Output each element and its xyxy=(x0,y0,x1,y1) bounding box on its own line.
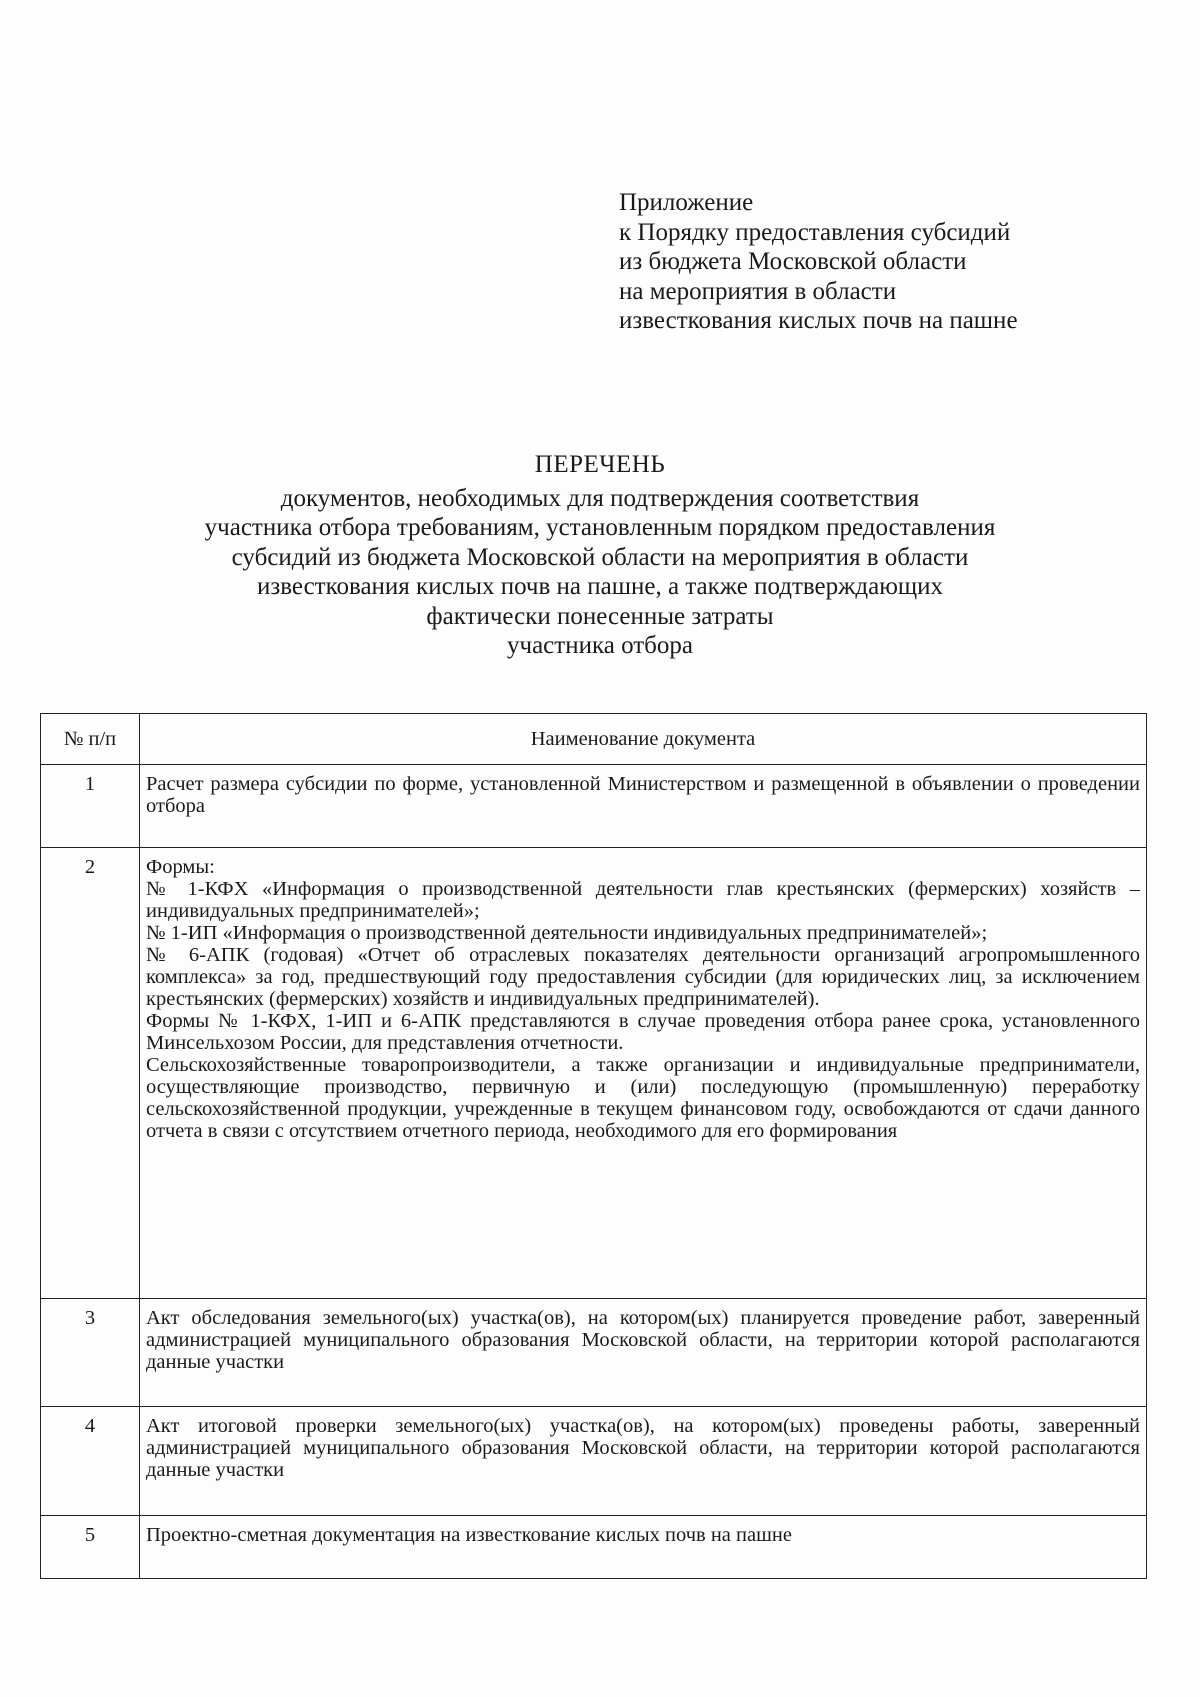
row-number: 2 xyxy=(41,848,140,1299)
table-row xyxy=(41,848,1147,1299)
row-description xyxy=(140,1299,1147,1407)
table-row xyxy=(41,1516,1147,1579)
subtitle-line: участника отбора xyxy=(507,632,693,659)
document-heading xyxy=(100,450,1100,661)
row-number: 5 xyxy=(41,1516,140,1579)
annex-line: на мероприятия в области xyxy=(619,277,897,305)
subtitle-line: участника отбора требованиям, установленным порядком предоставления xyxy=(204,514,996,541)
annex-line: к Порядку предоставления субсидий xyxy=(619,218,1011,246)
annex-line: Приложение xyxy=(619,189,754,216)
table-row xyxy=(41,1407,1147,1516)
document-title: ПЕРЕЧЕНЬ xyxy=(534,451,666,478)
description-paragraph: Акт обследования земельного(ых) участка(ов), на котором(ых) планируется проведение работ, заверенный администрацией муниципального образования Московской области, на территории которой располагаются данные участки xyxy=(146,1307,1140,1373)
table-header-row xyxy=(41,714,1147,765)
document-subtitle xyxy=(100,484,1100,661)
row-number: 1 xyxy=(41,765,140,848)
table-row xyxy=(41,1299,1147,1407)
row-description xyxy=(140,1407,1147,1516)
documents-table xyxy=(40,713,1147,1579)
description-paragraph: № 6-АПК (годовая) «Отчет об отраслевых показателях деятельности организаций агропромышленного комплекса» за год, предшествующий году предоставления субсидии (для юридических лиц, за исключением крестьянских (фермерских) хозяйств и индивидуальных предпринимателей). xyxy=(146,944,1140,1010)
header-number: № п/п xyxy=(41,714,140,765)
row-number: 4 xyxy=(41,1407,140,1516)
row-description xyxy=(140,848,1147,1299)
description-paragraph: № 1-КФХ «Информация о производственной деятельности глав крестьянских (фермерских) хозяйств – индивидуальных предпринимателей»; xyxy=(146,878,1140,922)
description-paragraph: Проектно-сметная документация на известкование кислых почв на пашне xyxy=(146,1524,792,1546)
description-paragraph: Формы: xyxy=(146,856,215,878)
subtitle-line: известкования кислых почв на пашне, а также подтверждающих xyxy=(256,573,944,600)
table-row xyxy=(41,765,1147,848)
description-paragraph: Формы № 1-КФХ, 1-ИП и 6-АПК представляются в случае проведения отбора ранее срока, установленного Минсельхозом России, для представления отчетности. xyxy=(146,1010,1140,1054)
header-document-name: Наименование документа xyxy=(140,714,1147,765)
description-paragraph: № 1-ИП «Информация о производственной деятельности индивидуальных предпринимателей»; xyxy=(146,922,988,944)
subtitle-line: документов, необходимых для подтверждения соответствия xyxy=(280,484,920,512)
subtitle-line: субсидий из бюджета Московской области на мероприятия в области xyxy=(231,543,969,571)
subtitle-line: фактически понесенные затраты xyxy=(426,602,774,630)
annex-line: известкования кислых почв на пашне xyxy=(619,307,1018,334)
row-description xyxy=(140,1516,1147,1579)
description-paragraph: Сельскохозяйственные товаропроизводители, а также организации и индивидуальные предприниматели, осуществляющие производство, первичную и (или) последующую (промышленную) переработку сельскохозяйственной продукции, учрежденные в текущем финансовом году, освобождаются от сдачи данного отчета в связи с отсутствием отчетного периода, необходимого для его формирования xyxy=(146,1054,1140,1142)
annex-line: из бюджета Московской области xyxy=(619,248,967,275)
annex-block xyxy=(619,188,1018,336)
description-paragraph: Акт итоговой проверки земельного(ых) участка(ов), на котором(ых) проведены работы, заверенный администрацией муниципального образования Московской области, на территории которой располагаются данные участки xyxy=(146,1415,1140,1481)
row-number: 3 xyxy=(41,1299,140,1407)
row-description xyxy=(140,765,1147,848)
description-paragraph: Расчет размера субсидии по форме, установленной Министерством и размещенной в объявлении о проведении отбора xyxy=(146,773,1140,817)
